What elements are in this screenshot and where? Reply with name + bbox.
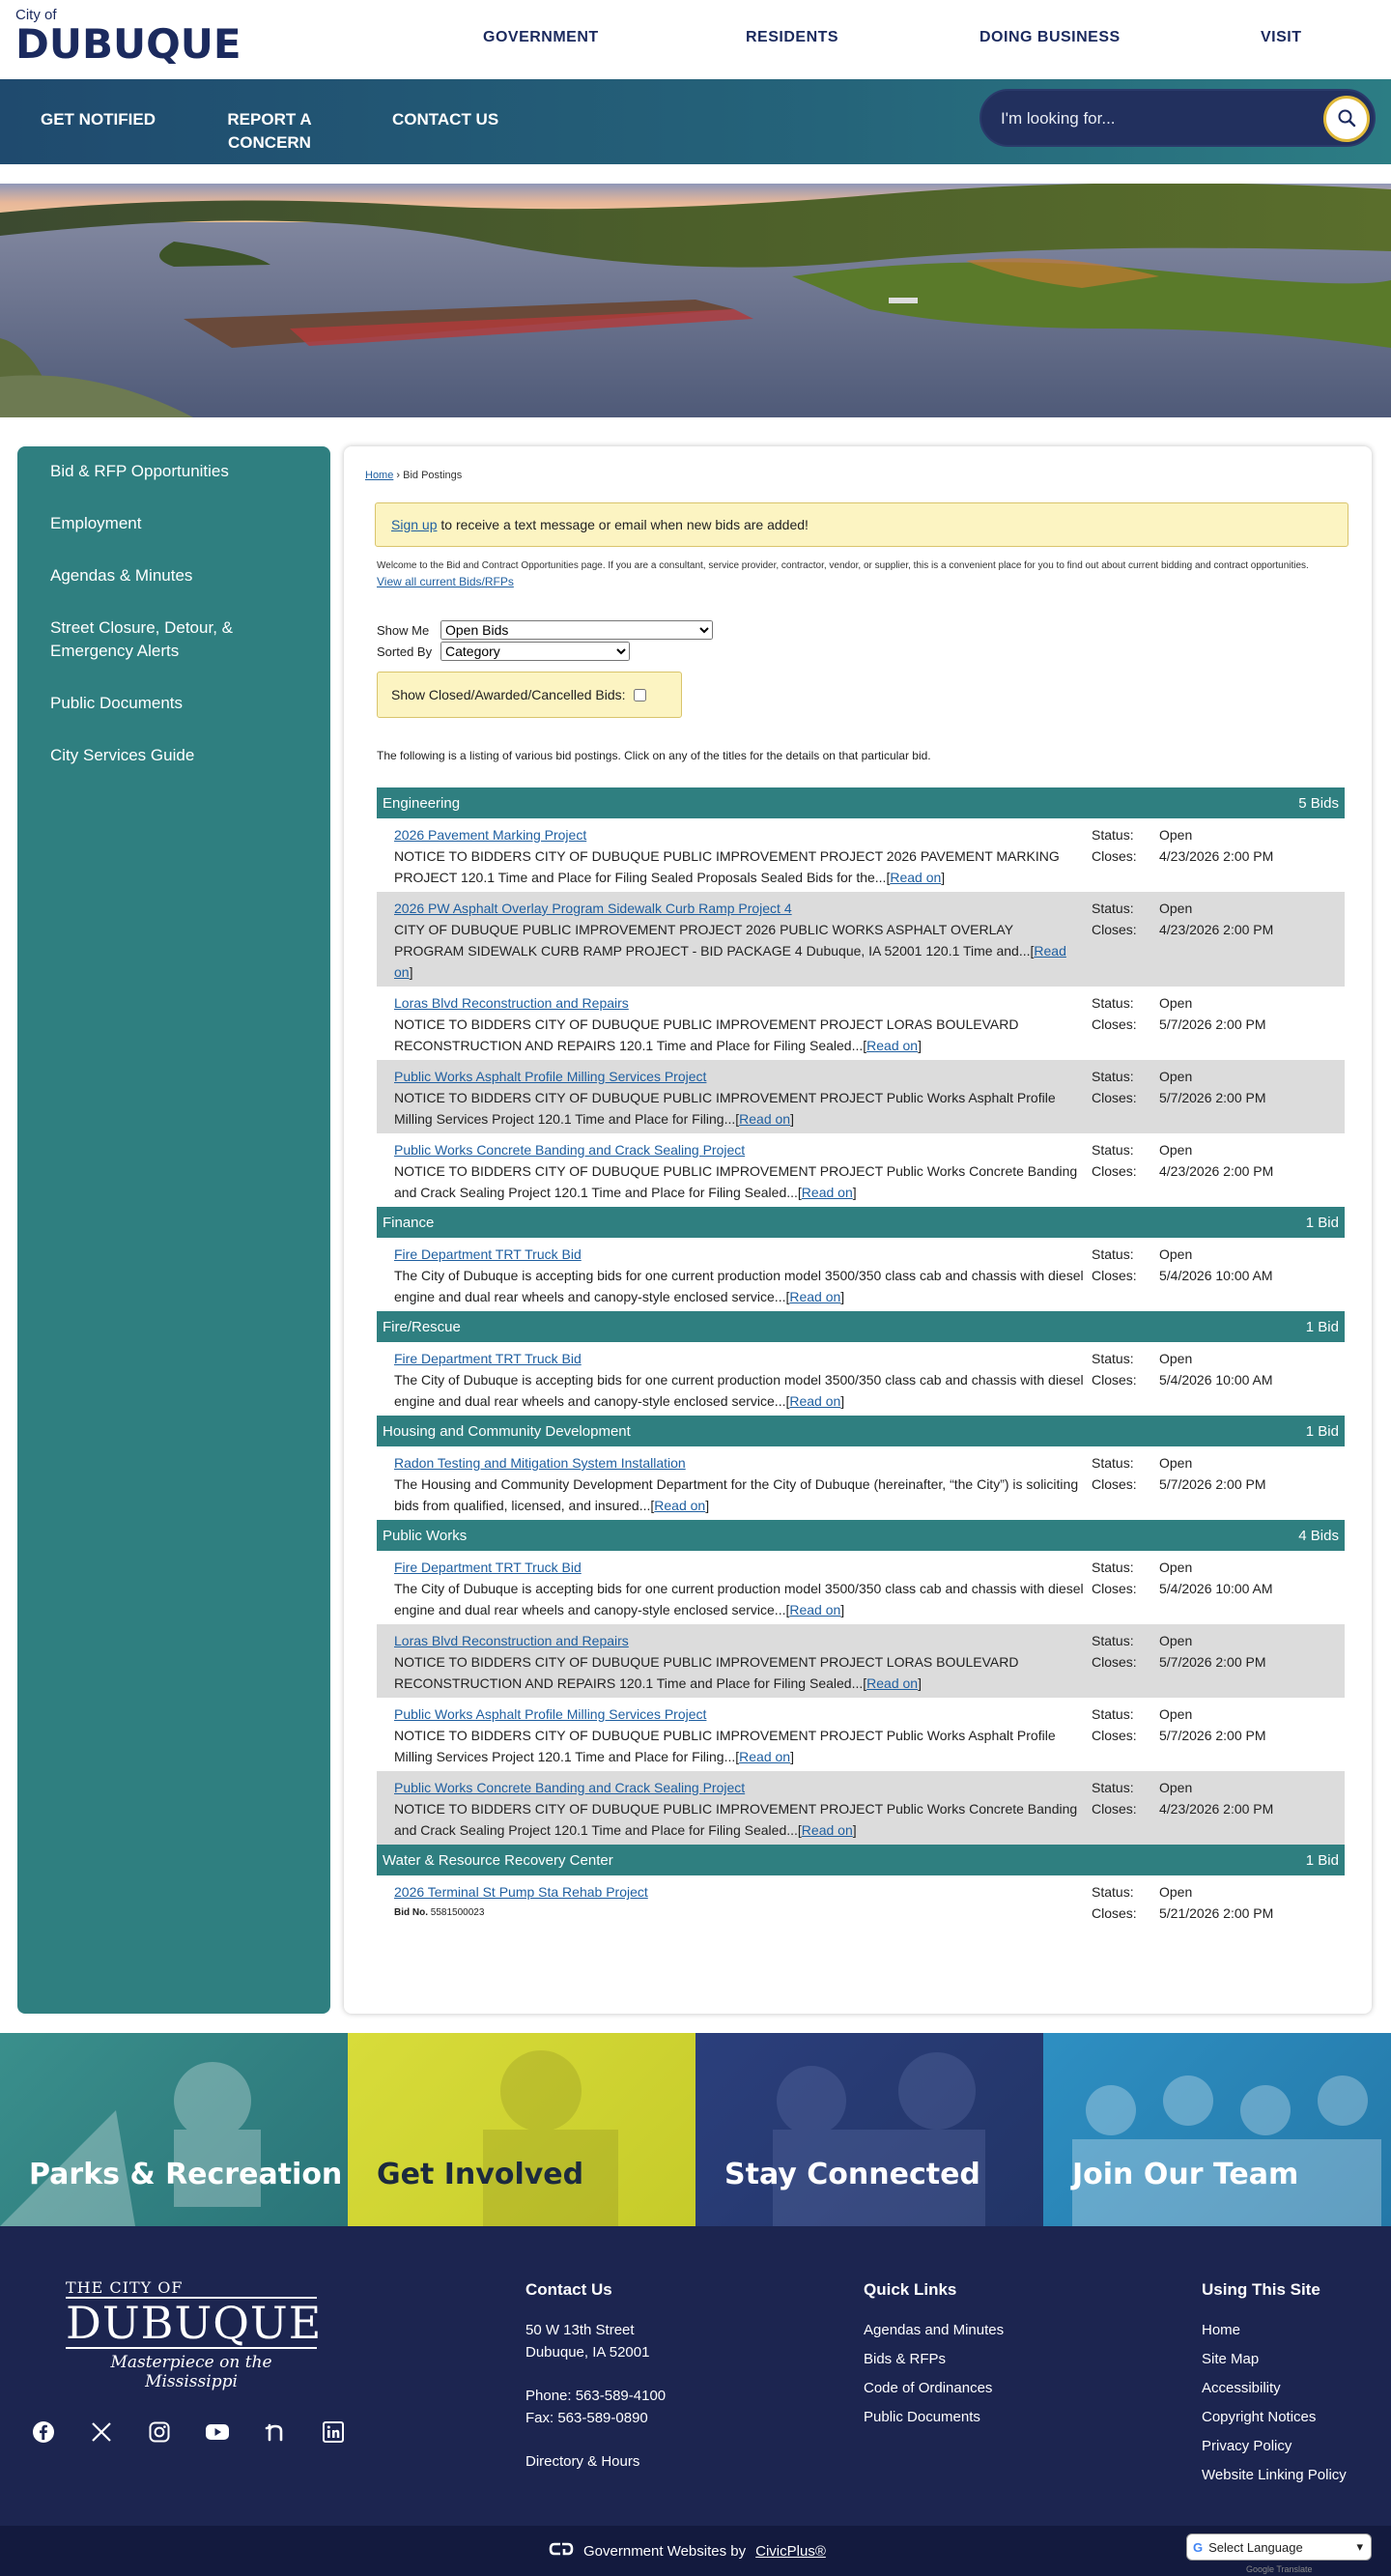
category-name: Water & Resource Recovery Center bbox=[383, 1851, 613, 1869]
closes-label: Closes: bbox=[1092, 1268, 1137, 1283]
nav-residents[interactable]: RESIDENTS bbox=[746, 29, 839, 45]
status-value: Open bbox=[1159, 1455, 1193, 1471]
read-on-link[interactable]: Read on bbox=[739, 1111, 791, 1127]
bid-row bbox=[377, 1133, 1345, 1207]
address-line-1: 50 W 13th Street bbox=[525, 2322, 635, 2338]
bid-description-text: NOTICE TO BIDDERS CITY OF DUBUQUE PUBLIC IMPROVEMENT PROJECT LORAS BOULEVARD RECONSTRUCTION AND REPAIRS 120.1 Time and Place for Filing Sealed... bbox=[394, 1654, 1019, 1691]
bid-description: NOTICE TO BIDDERS CITY OF DUBUQUE PUBLIC IMPROVEMENT PROJECT Public Works Asphalt Profile Milling Services Project 120.1 Time and Place for Filing...[Read on] bbox=[394, 1090, 1056, 1127]
involved-photo bbox=[348, 2033, 696, 2226]
breadcrumb-separator: › bbox=[393, 470, 404, 481]
status-label: Status: bbox=[1092, 1246, 1134, 1262]
quick-link-code[interactable]: Code of Ordinances bbox=[864, 2380, 993, 2396]
show-me-label: Show Me bbox=[377, 622, 430, 638]
bid-meta bbox=[1092, 1703, 1266, 1746]
connected-photo bbox=[696, 2033, 1043, 2226]
show-closed-checkbox[interactable] bbox=[634, 689, 646, 701]
hero-banner-image bbox=[0, 184, 1391, 417]
signup-alert bbox=[375, 502, 1348, 547]
status-value: Open bbox=[1159, 1351, 1193, 1366]
sorted-by-label: Sorted By bbox=[377, 644, 433, 659]
promo-title: Parks & Recreation bbox=[29, 2158, 343, 2191]
bid-description: NOTICE TO BIDDERS CITY OF DUBUQUE PUBLIC IMPROVEMENT PROJECT Public Works Concrete Banding and Crack Sealing Project 120.1 Time and Place for Filing Sealed...[Read on] bbox=[394, 1163, 1078, 1200]
site-link-sitemap[interactable]: Site Map bbox=[1202, 2351, 1260, 2367]
bid-description: The City of Dubuque is accepting bids for one current production model 3500/350 class cab and chassis with diesel engine and dual rear wheels and canopy-style enclosed service...[Read on] bbox=[394, 1268, 1084, 1304]
nav-doing-business[interactable]: DOING BUSINESS bbox=[979, 29, 1121, 45]
bid-title-link[interactable]: Public Works Concrete Banding and Crack Sealing Project bbox=[394, 1142, 746, 1158]
footer-contact bbox=[525, 2280, 666, 2473]
youtube-icon[interactable] bbox=[205, 2419, 230, 2445]
bid-row bbox=[377, 1342, 1345, 1416]
status-value: Open bbox=[1159, 1246, 1193, 1262]
closes-value: 5/7/2026 2:00 PM bbox=[1159, 1654, 1266, 1670]
bid-meta bbox=[1092, 1630, 1266, 1673]
bid-meta bbox=[1092, 1066, 1266, 1108]
sidebar-item-employment[interactable]: Employment bbox=[50, 514, 142, 532]
closes-value: 5/7/2026 2:00 PM bbox=[1159, 1476, 1266, 1492]
bid-title-link[interactable]: Loras Blvd Reconstruction and Repairs bbox=[394, 1633, 629, 1648]
bid-title-link[interactable]: Radon Testing and Mitigation System Installation bbox=[394, 1455, 686, 1471]
facebook-icon[interactable] bbox=[31, 2419, 56, 2445]
breadcrumb-home-link[interactable]: Home bbox=[365, 470, 394, 481]
read-on-link[interactable]: Read on bbox=[394, 943, 1066, 980]
bid-meta bbox=[1092, 1452, 1266, 1495]
quick-link-bids[interactable]: Bids & RFPs bbox=[864, 2351, 947, 2367]
closes-value: 4/23/2026 2:00 PM bbox=[1159, 922, 1274, 937]
bid-row bbox=[377, 1698, 1345, 1771]
city-logo[interactable] bbox=[15, 8, 241, 66]
promo-get-involved[interactable] bbox=[348, 2033, 696, 2226]
bid-title-link[interactable]: 2026 Pavement Marking Project bbox=[394, 827, 587, 843]
bid-title-link[interactable]: Loras Blvd Reconstruction and Repairs bbox=[394, 995, 629, 1011]
site-link-privacy[interactable]: Privacy Policy bbox=[1202, 2438, 1292, 2454]
status-label: Status: bbox=[1092, 1706, 1134, 1722]
promo-title: Get Involved bbox=[377, 2158, 584, 2191]
sidebar-nav bbox=[17, 446, 330, 2014]
language-select-label: Select Language bbox=[1208, 2539, 1303, 2555]
closes-value: 4/23/2026 2:00 PM bbox=[1159, 848, 1274, 864]
bid-meta bbox=[1092, 1244, 1273, 1286]
site-link-linking-policy[interactable]: Website Linking Policy bbox=[1202, 2467, 1347, 2483]
sidebar-item-bids[interactable]: Bid & RFP Opportunities bbox=[50, 462, 229, 480]
contact-us-link[interactable]: CONTACT US bbox=[392, 110, 499, 129]
quick-links-heading: Quick Links bbox=[864, 2280, 957, 2299]
bid-meta bbox=[1092, 824, 1273, 867]
search-box bbox=[979, 89, 1376, 147]
report-line-2: CONCERN bbox=[228, 133, 311, 152]
category-count: 1 Bid bbox=[1305, 1422, 1339, 1440]
phone: Phone: 563-589-4100 bbox=[525, 2388, 667, 2404]
status-label: Status: bbox=[1092, 1069, 1134, 1084]
civicplus-icon bbox=[549, 2541, 574, 2561]
closes-value: 5/4/2026 10:00 AM bbox=[1159, 1268, 1273, 1283]
category-header bbox=[377, 787, 1345, 818]
bid-title-link[interactable]: 2026 PW Asphalt Overlay Program Sidewalk Curb Ramp Project 4 bbox=[394, 901, 792, 916]
closes-value: 4/23/2026 2:00 PM bbox=[1159, 1801, 1274, 1817]
promo-title: Join Our Team bbox=[1072, 2158, 1299, 2191]
status-value: Open bbox=[1159, 1884, 1193, 1900]
bid-row bbox=[377, 892, 1345, 987]
read-on-link[interactable]: Read on bbox=[789, 1289, 841, 1304]
chevron-down-icon: ▾ bbox=[1356, 2539, 1363, 2554]
status-value: Open bbox=[1159, 1560, 1193, 1575]
show-closed-label: Show Closed/Awarded/Cancelled Bids: bbox=[391, 687, 626, 702]
breadcrumb-current: Bid Postings bbox=[403, 470, 463, 481]
status-value: Open bbox=[1159, 1142, 1193, 1158]
footer-logo-top: THE CITY OF bbox=[66, 2278, 184, 2297]
status-label: Status: bbox=[1092, 827, 1134, 843]
logo-small-text: City of bbox=[15, 7, 57, 23]
parks-photo bbox=[0, 2033, 348, 2226]
bottom-bar bbox=[0, 2526, 1391, 2576]
read-on-link[interactable]: Read on bbox=[890, 870, 942, 885]
bid-row bbox=[377, 1875, 1345, 1928]
listing-note: The following is a listing of various bid postings. Click on any of the titles for the details on that particular bid. bbox=[377, 749, 931, 762]
status-label: Status: bbox=[1092, 995, 1134, 1011]
category-name: Engineering bbox=[383, 794, 461, 812]
bid-description: NOTICE TO BIDDERS CITY OF DUBUQUE PUBLIC IMPROVEMENT PROJECT 2026 PAVEMENT MARKING PROJECT 120.1 Time and Place for Filing Sealed Proposals Sealed Bids for the...[Read on] bbox=[394, 848, 1060, 885]
bid-meta bbox=[1092, 1777, 1273, 1819]
bid-meta bbox=[1092, 1557, 1273, 1599]
report-concern-link[interactable] bbox=[222, 108, 317, 155]
bid-description-text: The Housing and Community Development Department for the City of Dubuque (hereinafter, “the City”) is soliciting bids from qualified, licensed, and insured... bbox=[394, 1476, 1079, 1513]
category-count: 5 Bids bbox=[1298, 794, 1339, 812]
footer-logo-tagline: Masterpiece on the Mississippi bbox=[110, 2353, 272, 2391]
closes-label: Closes: bbox=[1092, 1163, 1137, 1179]
status-value: Open bbox=[1159, 995, 1193, 1011]
bid-description: NOTICE TO BIDDERS CITY OF DUBUQUE PUBLIC IMPROVEMENT PROJECT LORAS BOULEVARD RECONSTRUCTION AND REPAIRS 120.1 Time and Place for Filing Sealed...[Read on] bbox=[394, 1016, 1019, 1053]
closes-label: Closes: bbox=[1092, 1016, 1137, 1032]
closes-label: Closes: bbox=[1092, 1581, 1137, 1596]
site-link-copyright[interactable]: Copyright Notices bbox=[1202, 2409, 1317, 2425]
bid-meta bbox=[1092, 1139, 1273, 1182]
read-on-link[interactable]: Read on bbox=[654, 1498, 706, 1513]
promo-tiles bbox=[0, 2033, 1391, 2226]
read-on-link[interactable]: Read on bbox=[866, 1038, 919, 1053]
footer-logo-big: DUBUQUE bbox=[66, 2297, 323, 2349]
directory-hours-link[interactable]: Directory & Hours bbox=[525, 2453, 640, 2470]
bid-description: NOTICE TO BIDDERS CITY OF DUBUQUE PUBLIC IMPROVEMENT PROJECT Public Works Concrete Banding and Crack Sealing Project 120.1 Time and Place for Filing Sealed...[Read on] bbox=[394, 1801, 1078, 1838]
bid-title-link[interactable]: Public Works Concrete Banding and Crack Sealing Project bbox=[394, 1780, 746, 1795]
bid-title-link[interactable]: Public Works Asphalt Profile Milling Services Project bbox=[394, 1069, 707, 1084]
sidebar-item-public-documents[interactable]: Public Documents bbox=[50, 694, 184, 712]
closes-value: 5/4/2026 10:00 AM bbox=[1159, 1581, 1273, 1596]
bid-description-text: CITY OF DUBUQUE PUBLIC IMPROVEMENT PROJECT 2026 PUBLIC WORKS ASPHALT OVERLAY PROGRAM SIDEWALK CURB RAMP PROJECT - BID PACKAGE 4 Dubuque, IA 52001 120.1 Time and... bbox=[394, 922, 1031, 959]
logo-big-text: DUBUQUE bbox=[15, 20, 241, 68]
status-value: Open bbox=[1159, 1633, 1193, 1648]
team-photo bbox=[1043, 2033, 1391, 2226]
closes-label: Closes: bbox=[1092, 922, 1137, 937]
status-label: Status: bbox=[1092, 1560, 1134, 1575]
quick-link-agendas[interactable]: Agendas and Minutes bbox=[864, 2322, 1005, 2338]
bid-title-link[interactable]: Fire Department TRT Truck Bid bbox=[394, 1560, 582, 1575]
welcome-text: Welcome to the Bid and Contract Opportunities page. If you are a consultant, service provider, contractor, vendor, or supplier, this is a convenient place for you to find out about current bidding and contract opportunities. bbox=[377, 560, 1309, 571]
bid-row bbox=[377, 1446, 1345, 1520]
bid-description-text: NOTICE TO BIDDERS CITY OF DUBUQUE PUBLIC IMPROVEMENT PROJECT Public Works Asphalt Profile Milling Services Project 120.1 Time and Place for Filing... bbox=[394, 1090, 1056, 1127]
nav-government[interactable]: GOVERNMENT bbox=[483, 29, 599, 45]
bid-description: The City of Dubuque is accepting bids for one current production model 3500/350 class cab and chassis with diesel engine and dual rear wheels and canopy-style enclosed service...[Read on] bbox=[394, 1581, 1084, 1617]
report-line-1: REPORT A bbox=[227, 110, 312, 129]
category-count: 4 Bids bbox=[1298, 1527, 1339, 1544]
read-on-link[interactable]: Read on bbox=[789, 1602, 841, 1617]
filter-form bbox=[377, 619, 1350, 662]
closes-label: Closes: bbox=[1092, 1372, 1137, 1388]
closes-value: 5/4/2026 10:00 AM bbox=[1159, 1372, 1273, 1388]
bid-row bbox=[377, 1551, 1345, 1624]
bid-description-text: NOTICE TO BIDDERS CITY OF DUBUQUE PUBLIC IMPROVEMENT PROJECT Public Works Asphalt Profile Milling Services Project 120.1 Time and Place for Filing... bbox=[394, 1728, 1056, 1764]
bid-description-text: NOTICE TO BIDDERS CITY OF DUBUQUE PUBLIC IMPROVEMENT PROJECT 2026 PAVEMENT MARKING PROJECT 120.1 Time and Place for Filing Sealed Proposals Sealed Bids for the... bbox=[394, 848, 1060, 885]
bid-title-link[interactable]: Public Works Asphalt Profile Milling Services Project bbox=[394, 1706, 707, 1722]
site-footer bbox=[0, 2226, 1391, 2526]
category-header bbox=[377, 1845, 1345, 1875]
read-on-link[interactable]: Read on bbox=[866, 1675, 919, 1691]
secondary-bar bbox=[0, 79, 1391, 164]
view-all-bids-link[interactable]: View all current Bids/RFPs bbox=[377, 575, 514, 588]
show-me-select[interactable] bbox=[440, 620, 713, 640]
status-label: Status: bbox=[1092, 1780, 1134, 1795]
sorted-by-select[interactable] bbox=[440, 642, 630, 661]
category-count: 1 Bid bbox=[1305, 1318, 1339, 1335]
bid-title-link[interactable]: 2026 Terminal St Pump Sta Rehab Project bbox=[394, 1884, 648, 1900]
bid-row bbox=[377, 1238, 1345, 1311]
site-link-home[interactable]: Home bbox=[1202, 2322, 1241, 2338]
closes-value: 5/7/2026 2:00 PM bbox=[1159, 1090, 1266, 1105]
content-area bbox=[0, 417, 1391, 2033]
bid-row bbox=[377, 818, 1345, 892]
linkedin-icon[interactable] bbox=[321, 2419, 346, 2445]
closes-label: Closes: bbox=[1092, 1654, 1137, 1670]
category-header bbox=[377, 1416, 1345, 1446]
bid-description-text: The City of Dubuque is accepting bids for one current production model 3500/350 class cab and chassis with diesel engine and dual rear wheels and canopy-style enclosed service... bbox=[394, 1268, 1084, 1304]
bid-number-label: Bid No. bbox=[394, 1907, 428, 1918]
bid-meta bbox=[1092, 898, 1273, 940]
bid-number-value: 5581500023 bbox=[430, 1907, 485, 1918]
bid-row bbox=[377, 1624, 1345, 1698]
contact-heading: Contact Us bbox=[525, 2280, 612, 2299]
top-header bbox=[0, 0, 1391, 79]
bid-meta bbox=[1092, 992, 1266, 1035]
status-value: Open bbox=[1159, 901, 1193, 916]
category-header bbox=[377, 1520, 1345, 1551]
nav-visit[interactable]: VISIT bbox=[1261, 29, 1302, 45]
closes-label: Closes: bbox=[1092, 848, 1137, 864]
search-icon bbox=[1337, 108, 1356, 130]
footer-using-site bbox=[1202, 2280, 1347, 2493]
read-on-link[interactable]: Read on bbox=[801, 1822, 853, 1838]
bid-row bbox=[377, 1060, 1345, 1133]
bid-description: The City of Dubuque is accepting bids for one current production model 3500/350 class cab and chassis with diesel engine and dual rear wheels and canopy-style enclosed service...[Read on] bbox=[394, 1372, 1084, 1409]
powered-by bbox=[549, 2541, 826, 2561]
sidebar-item-street-closure[interactable]: Street Closure, Detour, & Emergency Alerts bbox=[50, 618, 233, 660]
status-label: Status: bbox=[1092, 1142, 1134, 1158]
bid-description-text: NOTICE TO BIDDERS CITY OF DUBUQUE PUBLIC IMPROVEMENT PROJECT Public Works Concrete Banding and Crack Sealing Project 120.1 Time and Place for Filing Sealed... bbox=[394, 1163, 1078, 1200]
category-name: Housing and Community Development bbox=[383, 1422, 631, 1440]
hero-spacer bbox=[0, 164, 1391, 184]
bid-description: NOTICE TO BIDDERS CITY OF DUBUQUE PUBLIC IMPROVEMENT PROJECT Public Works Asphalt Profile Milling Services Project 120.1 Time and Place for Filing...[Read on] bbox=[394, 1728, 1056, 1764]
social-links bbox=[31, 2419, 346, 2445]
fax: Fax: 563-589-0890 bbox=[525, 2410, 648, 2426]
quick-link-public-documents[interactable]: Public Documents bbox=[864, 2409, 980, 2425]
bid-description-text: The City of Dubuque is accepting bids for one current production model 3500/350 class cab and chassis with diesel engine and dual rear wheels and canopy-style enclosed service... bbox=[394, 1581, 1084, 1617]
read-on-link[interactable]: Read on bbox=[789, 1393, 841, 1409]
bid-description: The Housing and Community Development Department for the City of Dubuque (hereinafter, “the City”) is soliciting bids from qualified, licensed, and insured...[Read on] bbox=[394, 1476, 1079, 1513]
closes-label: Closes: bbox=[1092, 1476, 1137, 1492]
footer-logo[interactable] bbox=[66, 2278, 323, 2391]
closes-label: Closes: bbox=[1092, 1728, 1137, 1743]
bid-meta bbox=[1092, 1348, 1273, 1390]
address-line-2: Dubuque, IA 52001 bbox=[525, 2344, 650, 2361]
closes-label: Closes: bbox=[1092, 1801, 1137, 1817]
status-label: Status: bbox=[1092, 1884, 1134, 1900]
closes-value: 5/21/2026 2:00 PM bbox=[1159, 1905, 1274, 1921]
closes-value: 5/7/2026 2:00 PM bbox=[1159, 1016, 1266, 1032]
bid-listings bbox=[377, 787, 1345, 1928]
read-on-link[interactable]: Read on bbox=[739, 1749, 791, 1764]
site-link-accessibility[interactable]: Accessibility bbox=[1202, 2380, 1281, 2396]
category-count: 1 Bid bbox=[1305, 1214, 1339, 1231]
closes-label: Closes: bbox=[1092, 1905, 1137, 1921]
footer-quick-links bbox=[864, 2280, 1004, 2435]
status-value: Open bbox=[1159, 1069, 1193, 1084]
civicplus-link[interactable]: CivicPlus® bbox=[755, 2542, 826, 2560]
bid-description: NOTICE TO BIDDERS CITY OF DUBUQUE PUBLIC IMPROVEMENT PROJECT LORAS BOULEVARD RECONSTRUCTION AND REPAIRS 120.1 Time and Place for Filing Sealed...[Read on] bbox=[394, 1654, 1019, 1691]
status-label: Status: bbox=[1092, 901, 1134, 916]
powered-text: Government Websites by bbox=[583, 2542, 747, 2560]
status-value: Open bbox=[1159, 827, 1193, 843]
status-value: Open bbox=[1159, 1780, 1193, 1795]
sidebar-item-services-guide[interactable]: City Services Guide bbox=[50, 746, 195, 764]
nextdoor-icon[interactable] bbox=[263, 2419, 288, 2445]
google-translate-text: Google Translate bbox=[1246, 2564, 1313, 2574]
category-name: Fire/Rescue bbox=[383, 1318, 461, 1335]
promo-parks-recreation[interactable] bbox=[0, 2033, 348, 2226]
status-label: Status: bbox=[1092, 1455, 1134, 1471]
closes-value: 5/7/2026 2:00 PM bbox=[1159, 1728, 1266, 1743]
bid-title-link[interactable]: Fire Department TRT Truck Bid bbox=[394, 1351, 582, 1366]
main-content bbox=[344, 446, 1372, 2014]
status-label: Status: bbox=[1092, 1633, 1134, 1648]
signup-text: to receive a text message or email when new bids are added! bbox=[437, 517, 809, 532]
search-button[interactable] bbox=[1323, 96, 1370, 142]
x-icon[interactable] bbox=[89, 2419, 114, 2445]
bid-meta bbox=[1092, 1881, 1273, 1924]
category-count: 1 Bid bbox=[1305, 1851, 1339, 1869]
bid-title-link[interactable]: Fire Department TRT Truck Bid bbox=[394, 1246, 582, 1262]
status-value: Open bbox=[1159, 1706, 1193, 1722]
signup-link[interactable]: Sign up bbox=[391, 517, 438, 532]
search-input[interactable] bbox=[1001, 104, 1310, 133]
bid-description-text: The City of Dubuque is accepting bids for one current production model 3500/350 class cab and chassis with diesel engine and dual rear wheels and canopy-style enclosed service... bbox=[394, 1372, 1084, 1409]
instagram-icon[interactable] bbox=[147, 2419, 172, 2445]
category-name: Finance bbox=[383, 1214, 435, 1231]
status-label: Status: bbox=[1092, 1351, 1134, 1366]
bid-description-text: NOTICE TO BIDDERS CITY OF DUBUQUE PUBLIC IMPROVEMENT PROJECT Public Works Concrete Banding and Crack Sealing Project 120.1 Time and Place for Filing Sealed... bbox=[394, 1801, 1078, 1838]
get-notified-link[interactable]: GET NOTIFIED bbox=[41, 110, 156, 129]
breadcrumb bbox=[365, 470, 1350, 481]
category-header bbox=[377, 1207, 1345, 1238]
promo-join-team[interactable] bbox=[1043, 2033, 1391, 2226]
category-header bbox=[377, 1311, 1345, 1342]
read-on-link[interactable]: Read on bbox=[801, 1185, 853, 1200]
promo-title: Stay Connected bbox=[724, 2158, 980, 2191]
bid-description-text: NOTICE TO BIDDERS CITY OF DUBUQUE PUBLIC IMPROVEMENT PROJECT LORAS BOULEVARD RECONSTRUCTION AND REPAIRS 120.1 Time and Place for Filing Sealed... bbox=[394, 1016, 1019, 1053]
bid-row bbox=[377, 1771, 1345, 1845]
category-name: Public Works bbox=[383, 1527, 468, 1544]
bid-description: CITY OF DUBUQUE PUBLIC IMPROVEMENT PROJECT 2026 PUBLIC WORKS ASPHALT OVERLAY PROGRAM SIDEWALK CURB RAMP PROJECT - BID PACKAGE 4 Dubuque, IA 52001 120.1 Time and...[Read on] bbox=[394, 922, 1066, 980]
closes-label: Closes: bbox=[1092, 1090, 1137, 1105]
show-closed-box bbox=[377, 672, 682, 718]
sidebar-item-agendas[interactable]: Agendas & Minutes bbox=[50, 566, 193, 585]
closes-value: 4/23/2026 2:00 PM bbox=[1159, 1163, 1274, 1179]
promo-stay-connected[interactable] bbox=[696, 2033, 1043, 2226]
google-g-icon: G bbox=[1193, 2539, 1204, 2555]
using-site-heading: Using This Site bbox=[1202, 2280, 1320, 2299]
bid-row bbox=[377, 987, 1345, 1060]
